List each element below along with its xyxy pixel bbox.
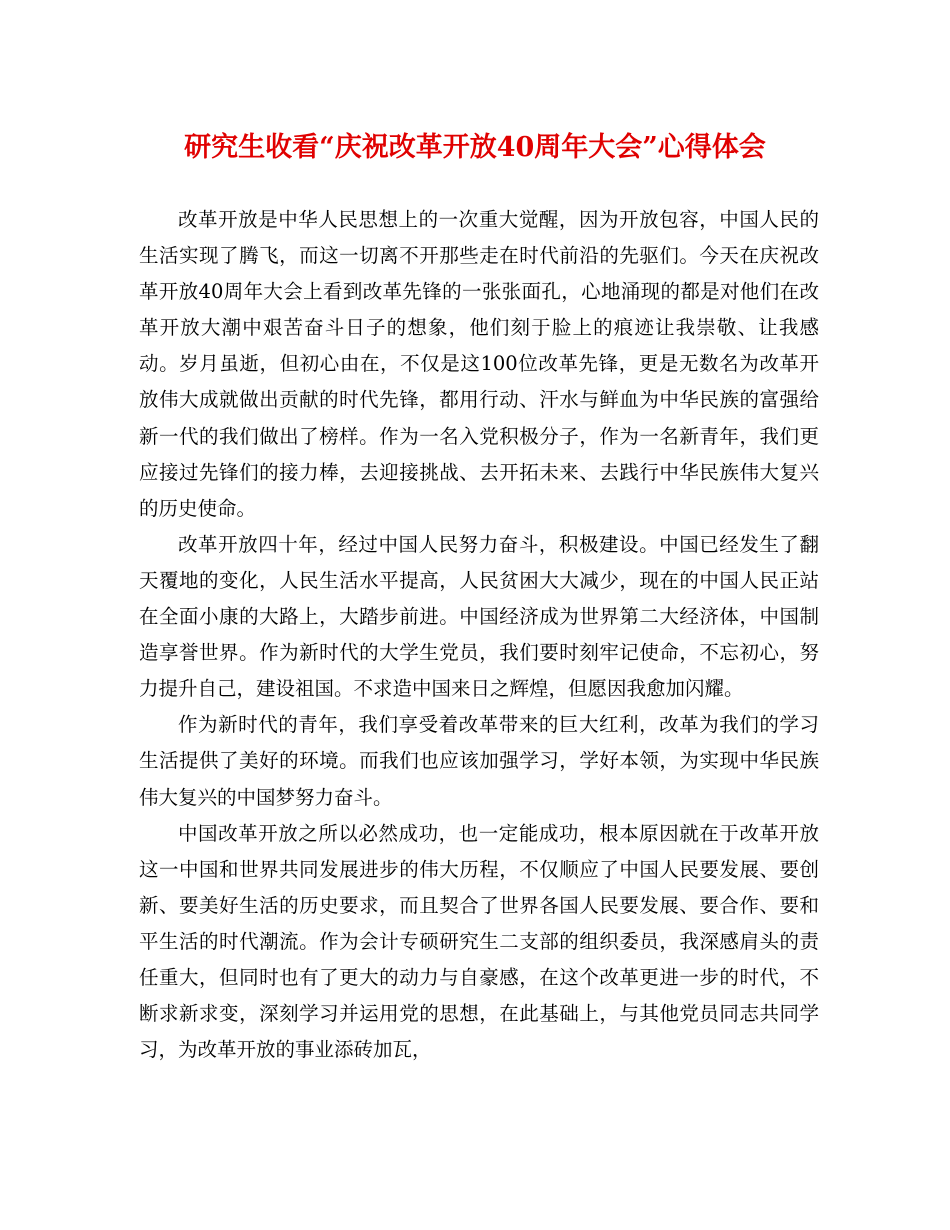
paragraph: 作为新时代的青年，我们享受着改革带来的巨大红利，改革为我们的学习生活提供了美好的环境。而我们也应该加强学习，学好本领，为实现中华民族伟大复兴的中国梦努力奋斗。 xyxy=(139,713,819,809)
paragraph: 改革开放是中华人民思想上的一次重大觉醒，因为开放包容，中国人民的生活实现了腾飞，而这一切离不开那些走在时代前沿的先驱们。今天在庆祝改革开放40周年大会上看到改革先锋的一张张面孔，心地涌现的都是对他们在改革开放大潮中艰苦奋斗日子的想象，他们刻于脸上的痕迹让我崇敬、让我感动。岁月虽逝，但初心由在，不仅是这100位改革先锋，更是无数名为改革开放伟大成就做出贡献的时代先锋，都用行动、汗水与鲜血为中华民族的富强给新一代的我们做出了榜样。作为一名入党积极分子，作为一名新青年，我们更应接过先锋们的接力棒，去迎接挑战、去开拓未来、去践行中华民族伟大复兴的历史使命。 xyxy=(139,208,819,520)
paragraph: 改革开放四十年，经过中国人民努力奋斗，积极建设。中国已经发生了翻天覆地的变化，人民生活水平提高，人民贫困大大减少，现在的中国人民正站在全面小康的大路上，大踏步前进。中国经济成为世界第二大经济体，中国制造享誉世界。作为新时代的大学生党员，我们要时刻牢记使命，不忘初心，努力提升自己，建设祖国。不求造中国来日之辉煌，但愿因我愈加闪耀。 xyxy=(139,532,819,701)
document-body xyxy=(139,202,819,1068)
paragraph: 中国改革开放之所以必然成功，也一定能成功，根本原因就在于改革开放这一中国和世界共同发展进步的伟大历程，不仅顺应了中国人民要发展、要创新、要美好生活的历史要求，而且契合了世界各国人民要发展、要合作、要和平生活的时代潮流。作为会计专硕研究生二支部的组织委员，我深感肩头的责任重大，但同时也有了更大的动力与自豪感，在这个改革更进一步的时代，不断求新求变，深刻学习并运用党的思想，在此基础上，与其他党员同志共同学习，为改革开放的事业添砖加瓦， xyxy=(139,821,819,1062)
document-title: 研究生收看“庆祝改革开放40周年大会”心得体会 xyxy=(184,132,766,163)
